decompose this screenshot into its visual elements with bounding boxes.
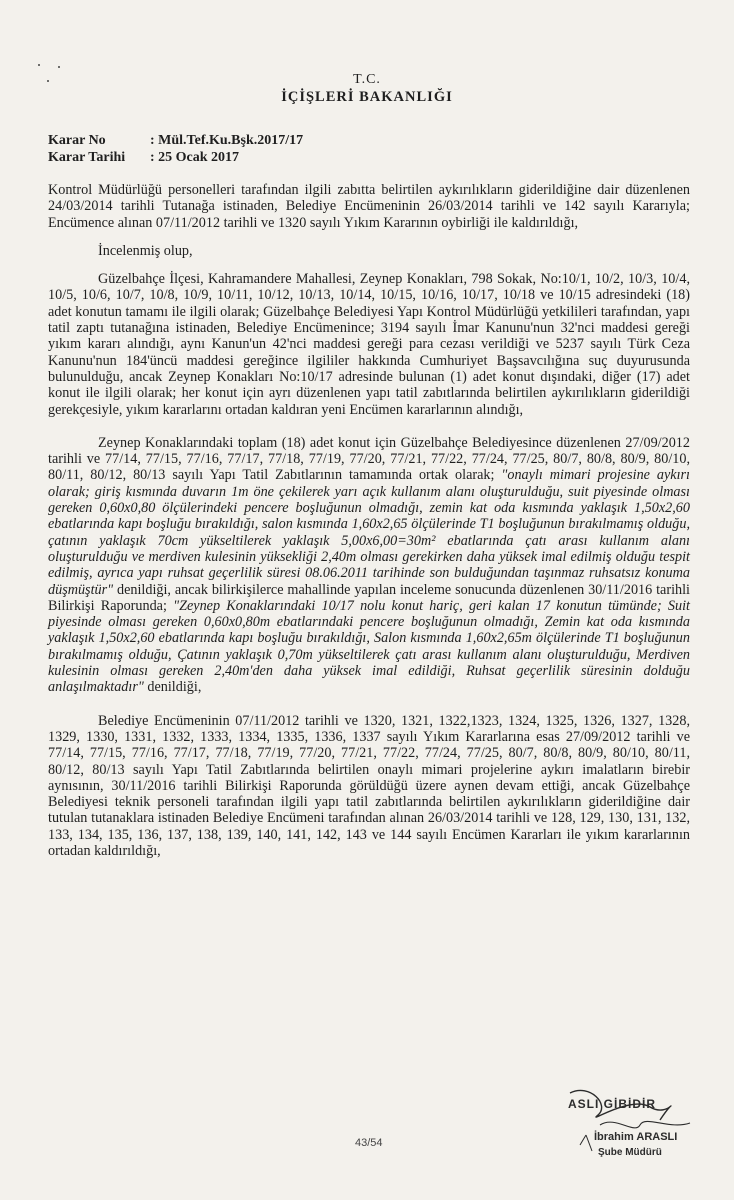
paragraph-4 xyxy=(48,435,690,696)
header-tc: T.C. xyxy=(353,72,381,87)
stamp-name: İbrahim ARASLI xyxy=(594,1131,678,1143)
decision-number-value: : Mül.Tef.Ku.Bşk.2017/17 xyxy=(150,133,304,148)
paragraph-4-part-a: Zeynep Konaklarındaki toplam (18) adet konut için Güzelbahçe Belediyesince düzenlenen 27/09/2012 tarihli ve 77/14, 77/15, 77/16, 77/17, 77/18, 77/19, 77/20, 77/21, 77/22, 77/24, 77/25, 80/7, 80/8, 80/9, 80/10, 80/11, 80/12, 80/13 sayılı Yapı Tatil Zabıtlarının tamamında ortak olarak; xyxy=(48,434,690,484)
stamp-certified-copy: ASLI GİBİDİR xyxy=(568,1097,657,1111)
paragraph-5: Belediye Encümeninin 07/11/2012 tarihli ve 1320, 1321, 1322,1323, 1324, 1325, 1326, 1327, 1328, 1329, 1330, 1331, 1332, 1333, 1334, 1335, 1336, 1337 sayılı Yıkım Kararlarına esas 27/09/2012 tarihli ve 77/14, 77/15, 77/16, 77/17, 77/18, 77/19, 77/20, 77/21, 77/22, 77/24, 77/25, 80/7, 80/8, 80/9, 80/10, 80/11, 80/12, 80/13 sayılı Yapı Tatil Zabıtlarında belirtilen onaylı mimari projelerine aykırı imalatların birebir aynısının, 30/11/2016 tarihli Bilirkişi Raporunda görüldüğü üzere aynen devam ettiği, ancak Güzelbahçe Belediyesi teknik personeli tarafından ilgili yapı tatil zabıtlarında belirtilen aykırılıkların giderildiğine dair tutulan tutanaklara istinaden Belediye Encümeni tarafından alınan 26/03/2014 tarihli ve 128, 129, 130, 131, 132, 133, 134, 135, 136, 137, 138, 139, 140, 141, 142, 143 ve 144 sayılı Encümen Kararları ile yıkım kararlarının ortadan kaldırıldığı, xyxy=(48,712,690,859)
signature-stamp xyxy=(540,1085,730,1185)
paragraph-4-quote-1: "onaylı mimari projesine aykırı olarak; giriş kısmında duvarın 1m öne çekilerek yarı açık kullanım alanı oluşturulduğu, suit piyesinde olması gereken 0,60x0,80 ölçülerindeki pencere boşluğunun olmadığı, zemin kat oda kısmında yaklaşık 1,50x2,60 ebatlarında kapı boşluğu bırakıldığı, salon kısmında 1,60x2,65 ölçülerinde T1 boşluğunun bırakılmamış olduğu, çatının yaklaşık 70cm yükseltilerek yaklaşık 5,00x6,00=30m² ebatlarında çatı arası kullanım alanı oluşturulduğu ve merdiven kulesinin yüksekliği 2,40m olması gerekirken daha yüksek imal edilmiş olduğu tespit edilmiş, ayrıca yapı ruhsat geçerlilik süresi 08.06.2011 tarihinde son bulduğundan taşınmaz ruhsatsız konuma düşmüştür" xyxy=(48,467,690,598)
decision-date-value: : 25 Ocak 2017 xyxy=(150,150,240,165)
decision-number-label: Karar No xyxy=(48,133,106,148)
decision-number xyxy=(48,133,303,149)
decision-date xyxy=(48,150,239,166)
stamp-title: Şube Müdürü xyxy=(598,1147,662,1158)
decision-date-label: Karar Tarihi xyxy=(48,150,126,165)
page-number: 43/54 xyxy=(355,1137,383,1149)
paragraph-4-part-c: denildiği, xyxy=(143,679,202,696)
paragraph-2: İncelenmiş olup, xyxy=(98,242,193,259)
document-body xyxy=(48,182,690,859)
header-ministry: İÇİŞLERİ BAKANLIĞI xyxy=(281,89,453,105)
paragraph-3: Güzelbahçe İlçesi, Kahramandere Mahallesi, Zeynep Konakları, 798 Sokak, No:10/1, 10/2, 10/3, 10/4, 10/5, 10/6, 10/7, 10/8, 10/9, 10/11, 10/12, 10/13, 10/14, 10/15, 10/16, 10/17, 10/18 ve 10/15 adresindeki (18) adet konutun tamamı ile ilgili olarak; Güzelbahçe Belediyesi Yapı Kontrol Müdürlüğü yetkilileri tarafından, yapı tatil zaptı tutanağına istinaden, Belediye Encümenince; 3194 sayılı İmar Kanunu'nun 32'nci maddesi gereği yıkım kararı alındığı, aynı Kanun'un 42'nci maddesi gereği para cezası verildiği ve 5237 sayılı Türk Ceza Kanunu'nun 184'üncü maddesi gereğince ilgililer hakkında Cumhuriyet Başsavcılığına suç duyurusunda bulunulduğu, ancak Zeynep Konakları No:10/17 adresinde bulunan (1) adet konut dışındaki, diğer (17) adet konut ile ilgili olarak; her konut için ayrı düzenlenen yapı tatil zabıtlarında belirtilen aykırılıkların giderildiği gerekçesiyle, yıkım kararlarını ortadan kaldıran yeni Encümen kararlarının alındığı, xyxy=(48,271,690,418)
paragraph-4-part-b: denildiği, ancak bilirkişilerce mahallinde yapılan inceleme sonucunda düzenlenen 30/11/2016 tarihli Bilirkişi Raporunda; xyxy=(48,581,690,614)
paragraph-4-quote-2: "Zeynep Konaklarındaki 10/17 nolu konut hariç, geri kalan 17 konutun tümünde; Suit piyesinde olması gereken 0,60x0,80m ebatlarındaki pencere boşluğunun olmadığı, Zemin kat oda kısmında yaklaşık 1,50x2,60 ebatlarında kapı boşluğu bırakıldığı, Salon kısmında 1,60x2,65m ölçülerinde T1 boşluğunun bırakılmamış olduğu, Çatının yaklaşık 0,70m yükseltilerek çatı arası kullanım alanı oluşturulduğu, Merdiven kulesinin olması gereken 2,40m'den daha yüksek imal edildiği, Ruhsat geçerlilik süresinin dolduğu anlaşılmaktadır" xyxy=(48,597,690,696)
paragraph-1: Kontrol Müdürlüğü personelleri tarafından ilgili zabıtta belirtilen aykırılıkların giderildiğine dair düzenlenen 24/03/2014 tarihli Tutanağa istinaden, Belediye Encümeninin 26/03/2014 tarihli ve 142 sayılı Kararıyla; Encümence alınan 07/11/2012 tarihli ve 1320 sayılı Yıkım Kararının oybirliği ile kaldırıldığı, xyxy=(48,182,690,231)
